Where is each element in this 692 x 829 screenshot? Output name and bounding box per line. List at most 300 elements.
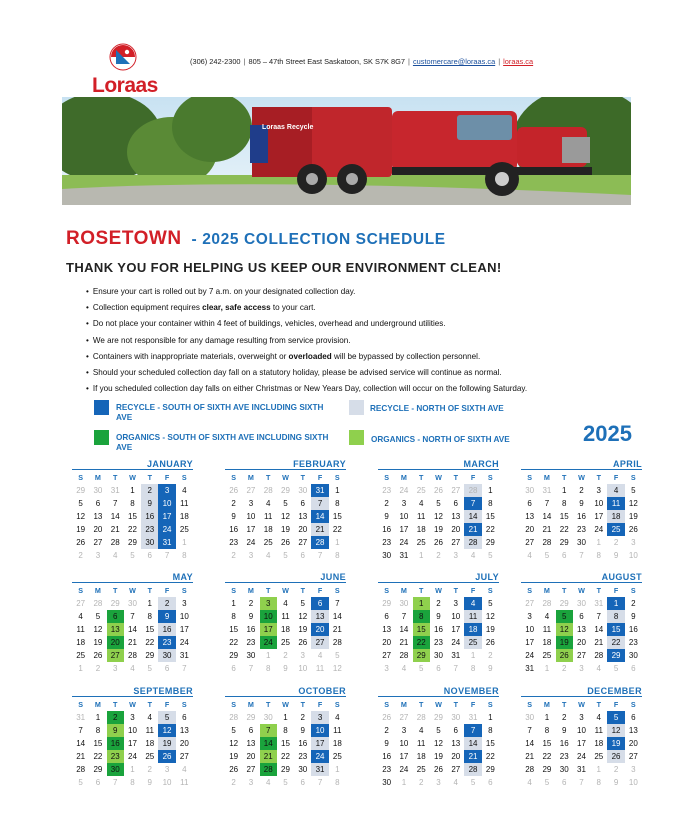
day-cell: 6 xyxy=(300,778,305,787)
day-cell: 25 xyxy=(263,538,273,547)
day-cell: 5 xyxy=(436,726,441,735)
day-cell: 28 xyxy=(110,538,120,547)
day-cell: 23 xyxy=(434,638,443,647)
day-cell: 27 xyxy=(246,765,256,774)
weekday-header: M xyxy=(247,586,254,595)
day-cell: 24 xyxy=(399,765,409,774)
day-cell: 2 xyxy=(300,713,305,722)
day-cell: 22 xyxy=(542,752,552,761)
day-cell: 8 xyxy=(182,551,187,560)
day-cell: 18 xyxy=(281,625,290,634)
day-cell: 17 xyxy=(577,739,586,748)
day-cell: 4 xyxy=(283,599,288,608)
day-cell: 27 xyxy=(451,765,461,774)
day-cell: 7 xyxy=(248,664,254,673)
day-cell: 28 xyxy=(93,599,103,608)
day-cell: 29 xyxy=(434,713,443,722)
weekday-header: M xyxy=(400,700,407,709)
website-link[interactable]: loraas.ca xyxy=(503,57,534,66)
day-cell: 3 xyxy=(164,765,170,774)
day-cell: 28 xyxy=(128,651,137,660)
month-grid xyxy=(225,471,346,562)
day-cell: 15 xyxy=(332,512,342,521)
day-cell: 5 xyxy=(283,778,288,787)
day-cell: 23 xyxy=(382,486,392,495)
rule-text: Containers with inappropriate materials, overweight or xyxy=(92,351,289,361)
day-cell: 1 xyxy=(95,713,101,722)
day-cell: 5 xyxy=(335,651,340,660)
day-cell: 29 xyxy=(559,538,569,547)
day-cell: 12 xyxy=(76,512,86,521)
day-cell: 1 xyxy=(544,664,550,673)
day-cell: 1 xyxy=(470,651,476,660)
day-cell: 26 xyxy=(281,538,290,547)
day-cell: 4 xyxy=(401,664,407,673)
schedule-title: - 2025 COLLECTION SCHEDULE xyxy=(191,231,446,248)
weekday-header: S xyxy=(231,586,237,595)
weekday-header: S xyxy=(487,586,493,595)
day-cell: 31 xyxy=(468,713,478,722)
day-cell: 24 xyxy=(128,752,137,761)
rules-list xyxy=(86,284,527,397)
weekday-header: S xyxy=(527,700,533,709)
day-cell: 6 xyxy=(231,664,236,673)
weekday-header: F xyxy=(164,586,170,595)
day-cell: 8 xyxy=(335,778,340,787)
weekday-header: F xyxy=(317,473,323,482)
weekday-header: T xyxy=(453,586,458,595)
contact-address: 805 – 47th Street East Saskatoon, SK S7K 8G7 xyxy=(248,57,406,66)
day-cell: 5 xyxy=(158,711,175,724)
day-cell: 26 xyxy=(298,638,308,647)
day-cell: 28 xyxy=(464,484,481,497)
day-cell: 15 xyxy=(229,625,239,634)
day-cell: 29 xyxy=(607,649,624,662)
day-cell: 3 xyxy=(182,599,187,608)
day-cell: 16 xyxy=(141,510,158,523)
day-cell: 26 xyxy=(556,649,573,662)
month-calendar xyxy=(225,459,346,562)
rule-text: We are not responsible for any damage resulting from service provision. xyxy=(92,335,351,345)
day-cell: 4 xyxy=(607,484,624,497)
day-cell: 2 xyxy=(231,499,236,508)
day-cell: 11 xyxy=(417,512,426,521)
day-cell: 5 xyxy=(300,599,305,608)
day-cell: 27 xyxy=(179,752,189,761)
day-cell: 28 xyxy=(594,651,604,660)
day-cell: 11 xyxy=(180,499,189,508)
weekday-header: S xyxy=(231,700,237,709)
day-cell: 26 xyxy=(158,750,175,763)
day-cell: 14 xyxy=(399,625,409,634)
day-cell: 23 xyxy=(158,636,175,649)
day-cell: 3 xyxy=(158,484,175,497)
day-cell: 19 xyxy=(485,625,495,634)
day-cell: 25 xyxy=(594,752,604,761)
thank-you-heading: THANK YOU FOR HELPING US KEEP OUR ENVIRONMENT CLEAN! xyxy=(66,260,502,275)
day-cell: 6 xyxy=(436,664,441,673)
day-cell: 30 xyxy=(298,486,308,495)
weekday-header: T xyxy=(113,700,118,709)
day-cell: 21 xyxy=(260,750,277,763)
recycle-north-swatch xyxy=(349,400,364,415)
day-cell: 14 xyxy=(128,625,137,634)
day-cell: 25 xyxy=(281,638,290,647)
weekday-header: F xyxy=(613,586,619,595)
weekday-header: T xyxy=(113,586,118,595)
day-cell: 17 xyxy=(451,625,461,634)
day-cell: 14 xyxy=(464,510,481,523)
day-cell: 22 xyxy=(128,525,137,534)
day-cell: 5 xyxy=(488,551,493,560)
weekday-header: W xyxy=(435,586,442,595)
day-cell: 7 xyxy=(112,499,118,508)
day-cell: 11 xyxy=(180,778,189,787)
day-cell: 23 xyxy=(107,750,124,763)
day-cell: 1 xyxy=(283,713,288,722)
day-cell: 12 xyxy=(485,612,495,621)
day-cell: 28 xyxy=(525,765,535,774)
day-cell: 30 xyxy=(559,765,569,774)
day-cell: 5 xyxy=(470,778,476,787)
day-cell: 21 xyxy=(311,523,328,536)
day-cell: 2 xyxy=(141,484,158,497)
day-cell: 12 xyxy=(281,512,290,521)
day-cell: 27 xyxy=(107,649,124,662)
weekday-header: F xyxy=(470,586,476,595)
day-cell: 17 xyxy=(128,739,137,748)
day-cell: 28 xyxy=(464,536,481,549)
weekday-header: W xyxy=(129,473,136,482)
day-cell: 4 xyxy=(112,551,118,560)
day-cell: 9 xyxy=(436,612,441,621)
day-cell: 28 xyxy=(229,713,239,722)
day-cell: 2 xyxy=(158,597,175,610)
rule-text: to your cart. xyxy=(270,303,316,313)
day-cell: 5 xyxy=(418,664,424,673)
day-cell: 12 xyxy=(628,499,638,508)
weekday-header: W xyxy=(129,700,136,709)
day-cell: 24 xyxy=(594,525,604,534)
day-cell: 11 xyxy=(333,726,342,735)
day-cell: 2 xyxy=(384,499,389,508)
day-cell: 4 xyxy=(265,499,271,508)
weekday-header: M xyxy=(400,473,407,482)
day-cell: 16 xyxy=(246,625,256,634)
weekday-header: W xyxy=(435,473,442,482)
rule-text: Should your scheduled collection day fall on a statutory holiday, please be advised service will continue as normal. xyxy=(92,368,502,378)
day-cell: 1 xyxy=(401,778,407,787)
day-cell: 9 xyxy=(147,778,152,787)
day-cell: 7 xyxy=(579,778,584,787)
day-cell: 29 xyxy=(413,649,430,662)
day-cell: 21 xyxy=(110,525,120,534)
day-cell: 21 xyxy=(464,750,481,763)
rule-item xyxy=(86,365,527,381)
day-cell: 20 xyxy=(577,638,586,647)
day-cell: 15 xyxy=(559,512,569,521)
weekday-header: S xyxy=(487,473,493,482)
day-cell: 8 xyxy=(335,551,340,560)
day-cell: 30 xyxy=(158,649,175,662)
weekday-header: W xyxy=(435,700,442,709)
organics-south-legend: ORGANICS - SOUTH OF SIXTH AVE INCLUDING SIXTH AVE xyxy=(116,433,329,452)
day-cell: 9 xyxy=(141,497,158,510)
day-cell: 4 xyxy=(418,726,424,735)
day-cell: 24 xyxy=(260,636,277,649)
day-cell: 2 xyxy=(231,778,236,787)
day-cell: 4 xyxy=(418,499,424,508)
day-cell: 3 xyxy=(248,778,254,787)
day-cell: 10 xyxy=(298,664,308,673)
day-cell: 29 xyxy=(382,599,392,608)
day-cell: 10 xyxy=(399,739,409,748)
day-cell: 18 xyxy=(332,739,342,748)
day-cell: 11 xyxy=(76,625,85,634)
month-grid xyxy=(72,698,193,789)
month-name: MAY xyxy=(72,572,193,583)
day-cell: 2 xyxy=(613,538,619,547)
day-cell: 3 xyxy=(436,778,441,787)
weekday-header: T xyxy=(300,700,305,709)
day-cell: 13 xyxy=(93,512,103,521)
day-cell: 24 xyxy=(399,538,409,547)
day-cell: 25 xyxy=(76,651,86,660)
day-cell: 19 xyxy=(158,737,175,750)
rule-item xyxy=(86,381,527,397)
weekday-header: W xyxy=(282,700,289,709)
weekday-header: T xyxy=(562,473,567,482)
day-cell: 4 xyxy=(335,713,340,722)
day-cell: 28 xyxy=(416,713,426,722)
day-cell: 31 xyxy=(179,651,189,660)
day-cell: 8 xyxy=(607,610,624,623)
day-cell: 15 xyxy=(485,512,495,521)
day-cell: 30 xyxy=(128,599,137,608)
month-calendar xyxy=(72,459,193,562)
day-cell: 1 xyxy=(130,486,135,495)
day-cell: 30 xyxy=(382,551,392,560)
day-cell: 18 xyxy=(145,739,155,748)
day-cell: 18 xyxy=(464,623,481,636)
day-cell: 8 xyxy=(470,664,476,673)
day-cell: 29 xyxy=(229,651,239,660)
weekday-header: T xyxy=(113,473,118,482)
day-cell: 1 xyxy=(265,651,271,660)
day-cell: 2 xyxy=(95,664,101,673)
weekday-header: F xyxy=(470,700,476,709)
day-cell: 11 xyxy=(145,726,154,735)
day-cell: 15 xyxy=(128,512,137,521)
day-cell: 20 xyxy=(451,752,461,761)
day-cell: 20 xyxy=(628,739,638,748)
weekday-header: M xyxy=(543,586,550,595)
day-cell: 5 xyxy=(130,551,135,560)
day-cell: 15 xyxy=(281,739,290,748)
day-cell: 2 xyxy=(283,651,288,660)
day-cell: 19 xyxy=(434,752,443,761)
month-name: JANUARY xyxy=(72,459,193,470)
day-cell: 4 xyxy=(147,713,152,722)
day-cell: 6 xyxy=(561,551,567,560)
day-cell: 1 xyxy=(231,599,236,608)
day-cell: 2 xyxy=(579,486,584,495)
day-cell: 30 xyxy=(246,651,256,660)
day-cell: 13 xyxy=(179,726,189,735)
day-cell: 3 xyxy=(248,551,254,560)
rule-text: Do not place your container within 4 feet of buildings, vehicles, overhead and underground utilities. xyxy=(92,319,446,329)
day-cell: 25 xyxy=(464,636,481,649)
day-cell: 28 xyxy=(260,763,277,776)
day-cell: 6 xyxy=(384,612,389,621)
day-cell: 21 xyxy=(542,525,552,534)
day-cell: 2 xyxy=(107,711,124,724)
day-cell: 6 xyxy=(453,726,458,735)
town-name: ROSETOWN xyxy=(66,228,182,249)
day-cell: 30 xyxy=(107,763,124,776)
contact-bar: (306) 242-2300 | 805 – 47th Street East Saskatoon, SK S7K 8G7 | customercare@loraas.ca | loraas.ca xyxy=(190,57,534,66)
day-cell: 15 xyxy=(542,739,552,748)
day-cell: 7 xyxy=(78,726,83,735)
day-cell: 1 xyxy=(335,486,340,495)
day-cell: 1 xyxy=(78,664,83,673)
day-cell: 19 xyxy=(607,737,624,750)
day-cell: 24 xyxy=(399,486,409,495)
day-cell: 23 xyxy=(229,538,239,547)
day-cell: 14 xyxy=(525,739,535,748)
day-cell: 18 xyxy=(607,510,624,523)
month-name: APRIL xyxy=(521,459,642,470)
rule-item xyxy=(86,349,527,365)
day-cell: 17 xyxy=(594,512,604,521)
rule-item xyxy=(86,300,527,316)
day-cell: 28 xyxy=(542,599,552,608)
day-cell: 10 xyxy=(311,724,328,737)
recycle-south-swatch xyxy=(94,400,109,415)
day-cell: 28 xyxy=(76,765,86,774)
day-cell: 19 xyxy=(229,752,239,761)
day-cell: 10 xyxy=(162,778,172,787)
month-name: NOVEMBER xyxy=(378,686,499,697)
month-grid xyxy=(378,698,499,789)
day-cell: 8 xyxy=(335,499,340,508)
day-cell: 9 xyxy=(283,664,288,673)
day-cell: 17 xyxy=(260,623,277,636)
day-cell: 3 xyxy=(579,664,584,673)
day-cell: 24 xyxy=(179,638,189,647)
day-cell: 11 xyxy=(264,512,273,521)
day-cell: 6 xyxy=(311,597,328,610)
day-cell: 23 xyxy=(298,752,308,761)
day-cell: 11 xyxy=(542,625,552,634)
day-cell: 8 xyxy=(283,726,288,735)
day-cell: 2 xyxy=(436,599,441,608)
day-cell: 19 xyxy=(76,525,86,534)
weekday-header: S xyxy=(181,473,187,482)
day-cell: 10 xyxy=(158,497,175,510)
weekday-header: S xyxy=(78,473,84,482)
day-cell: 16 xyxy=(107,737,124,750)
day-cell: 6 xyxy=(300,551,305,560)
day-cell: 4 xyxy=(596,713,601,722)
day-cell: 2 xyxy=(384,726,389,735)
day-cell: 10 xyxy=(594,499,604,508)
weekday-header: F xyxy=(164,700,170,709)
day-cell: 17 xyxy=(158,510,175,523)
day-cell: 13 xyxy=(525,512,535,521)
day-cell: 29 xyxy=(128,538,137,547)
day-cell: 5 xyxy=(631,486,636,495)
month-calendar xyxy=(521,686,642,789)
day-cell: 31 xyxy=(76,713,86,722)
day-cell: 29 xyxy=(145,651,155,660)
day-cell: 7 xyxy=(112,778,118,787)
day-cell: 16 xyxy=(628,625,638,634)
weekday-header: S xyxy=(527,473,533,482)
day-cell: 21 xyxy=(332,625,342,634)
day-cell: 18 xyxy=(594,739,604,748)
weekday-header: S xyxy=(630,586,636,595)
day-cell: 8 xyxy=(95,726,101,735)
month-name: AUGUST xyxy=(521,572,642,583)
day-cell: 19 xyxy=(298,625,308,634)
garbage-truck-photo xyxy=(62,97,631,205)
day-cell: 30 xyxy=(263,713,273,722)
day-cell: 30 xyxy=(525,713,535,722)
day-cell: 3 xyxy=(248,499,254,508)
day-cell: 3 xyxy=(401,499,407,508)
day-cell: 2 xyxy=(613,765,619,774)
day-cell: 28 xyxy=(542,538,552,547)
day-cell: 26 xyxy=(434,765,443,774)
contact-email-link[interactable]: customercare@loraas.ca xyxy=(412,57,496,66)
day-cell: 6 xyxy=(527,499,532,508)
day-cell: 4 xyxy=(527,551,532,560)
day-cell: 16 xyxy=(434,625,443,634)
day-cell: 1 xyxy=(596,538,601,547)
day-cell: 7 xyxy=(130,612,135,621)
day-cell: 31 xyxy=(542,486,552,495)
weekday-header: M xyxy=(247,473,254,482)
day-cell: 26 xyxy=(76,538,86,547)
month-grid xyxy=(72,471,193,562)
day-cell: 13 xyxy=(107,623,124,636)
day-cell: 29 xyxy=(76,486,86,495)
truck-text: Loraas Recycle xyxy=(262,124,314,131)
day-cell: 22 xyxy=(145,638,155,647)
day-cell: 27 xyxy=(399,713,409,722)
day-cell: 18 xyxy=(416,752,426,761)
day-cell: 13 xyxy=(451,512,461,521)
weekday-header: T xyxy=(419,473,424,482)
day-cell: 3 xyxy=(95,551,101,560)
month-name: SEPTEMBER xyxy=(72,686,193,697)
day-cell: 30 xyxy=(451,713,461,722)
day-cell: 31 xyxy=(110,486,120,495)
day-cell: 12 xyxy=(298,612,308,621)
day-cell: 14 xyxy=(260,737,277,750)
month-calendar xyxy=(378,459,499,562)
day-cell: 23 xyxy=(577,525,586,534)
day-cell: 1 xyxy=(335,538,340,547)
day-cell: 8 xyxy=(130,499,135,508)
day-cell: 4 xyxy=(544,612,550,621)
day-cell: 4 xyxy=(182,486,187,495)
day-cell: 16 xyxy=(298,739,308,748)
day-cell: 8 xyxy=(413,610,430,623)
day-cell: 27 xyxy=(382,651,392,660)
weekday-header: M xyxy=(400,586,407,595)
